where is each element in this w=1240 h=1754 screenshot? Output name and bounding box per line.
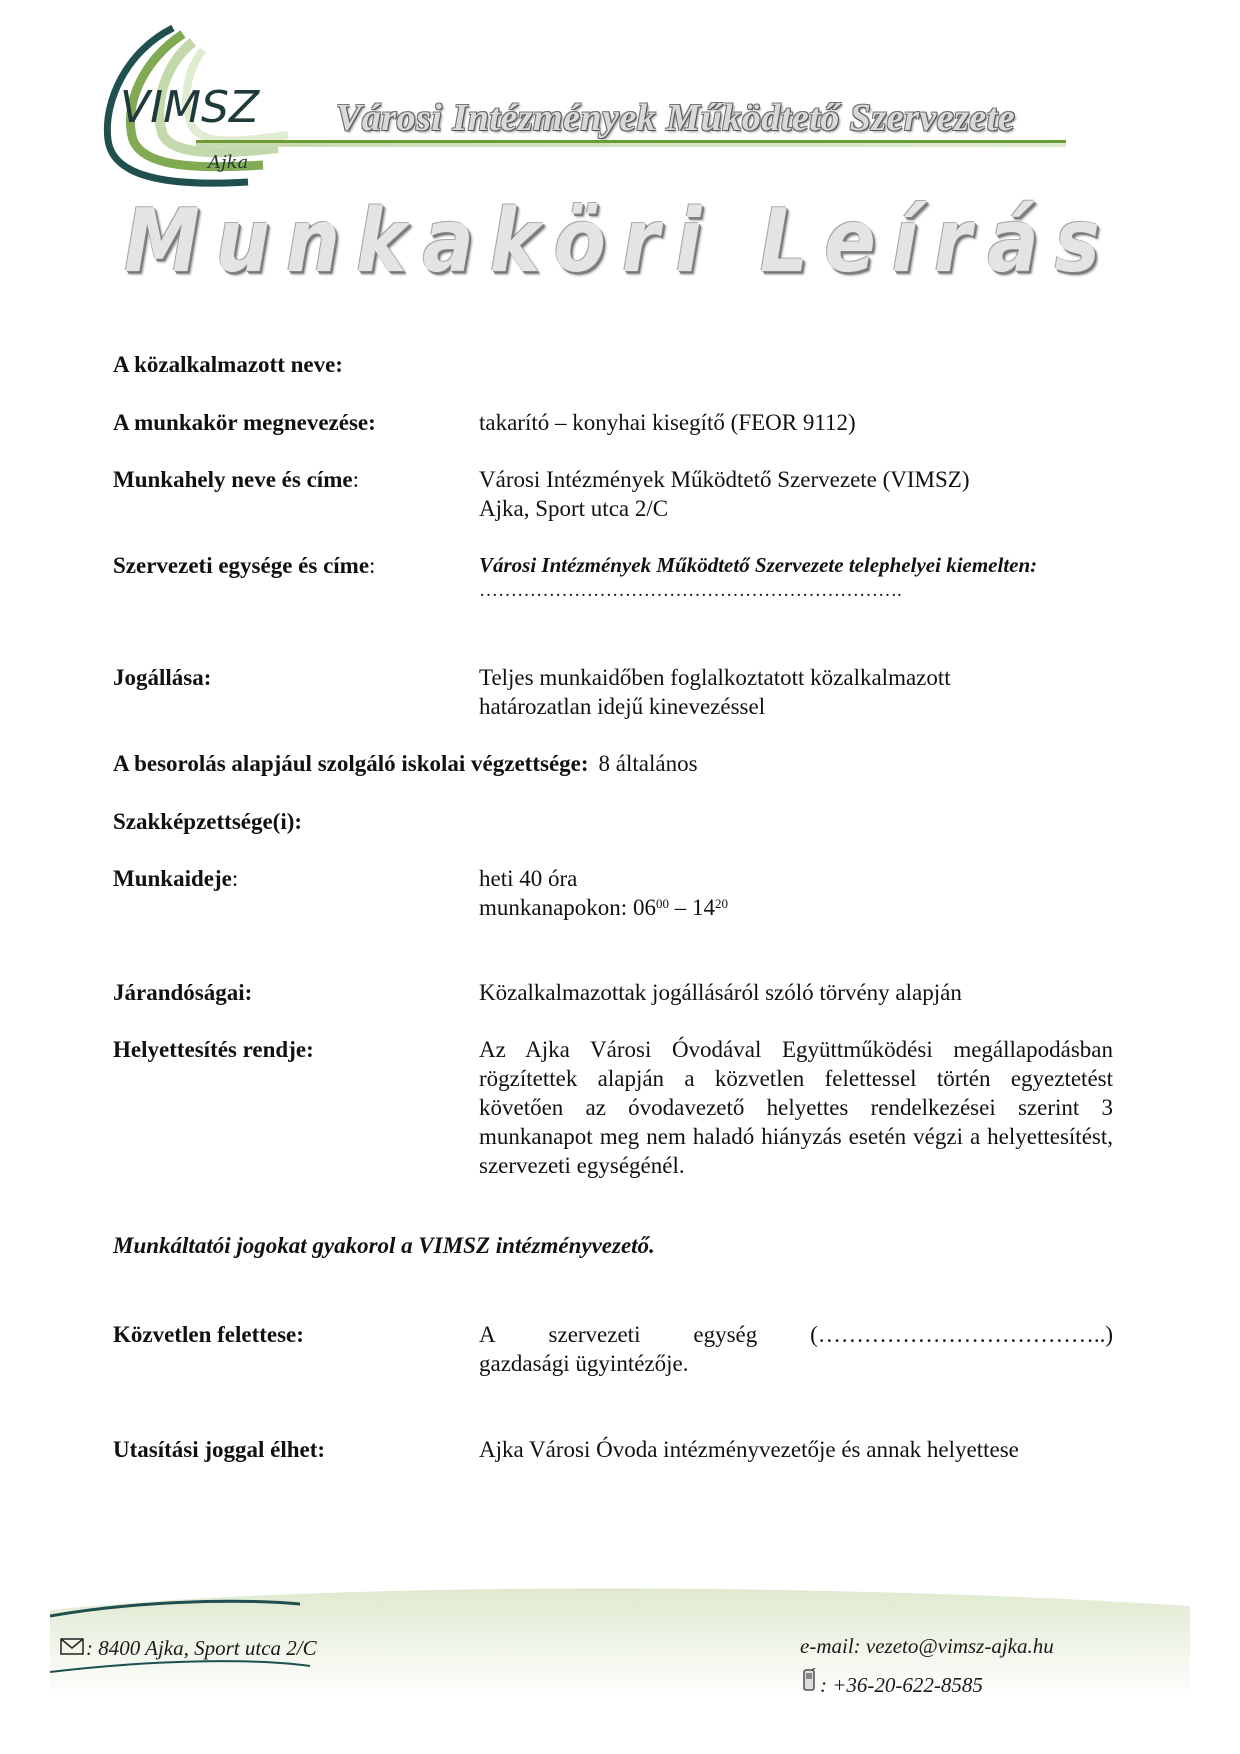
footer-email: e-mail: vezeto@vimsz-ajka.hu <box>800 1634 1054 1658</box>
field-label-colon: : <box>231 866 239 891</box>
field-label-bold: Munkahely neve és címe <box>113 467 353 492</box>
field-label: A közalkalmazott neve: <box>113 352 343 377</box>
field-value <box>479 551 1113 602</box>
supervisor-line1 <box>479 1320 1113 1349</box>
organization-title: Városi Intézmények Működtető Szervezete <box>336 97 1016 139</box>
field-label-bold: Munkaideje <box>113 866 232 891</box>
footer-address-text: : 8400 Ajka, Sport utca 2/C <box>86 1636 317 1660</box>
footer-phone <box>800 1668 983 1698</box>
supervisor-word: szervezeti <box>548 1322 641 1347</box>
field-label-colon: : <box>369 553 376 578</box>
field-label: Közvetlen felettese: <box>113 1322 304 1347</box>
field-value: Az Ajka Városi Óvodával Együttműködési megállapodásban rögzítettek alapján a közvetlen felettessel történ egyeztetést követően az óvodavezető helyettes rendelkezései szerint 3 munkanapot meg nem haladó hiányzás esetén végzi a helyettesítést, szervezeti egységénél. <box>479 1037 1113 1178</box>
field-value: takarító – konyhai kisegítő (FEOR 9112) <box>479 410 856 435</box>
field-value <box>479 864 1113 922</box>
footer-address <box>60 1636 317 1661</box>
field-value <box>479 663 1113 721</box>
field-value: Közalkalmazottak jogállásáról szóló törvény alapján <box>479 980 962 1005</box>
footer-phone-text: : +36-20-622-8585 <box>820 1673 983 1697</box>
field-value <box>479 465 1113 523</box>
hours-start: munkanapokon: 06 <box>479 895 656 920</box>
legal-status-line2: határozatlan idejű kinevezéssel <box>479 694 766 719</box>
header-rule-shadow <box>196 143 1066 147</box>
employer-rights-statement: Munkáltatói jogokat gyakorol a VIMSZ intézményvezető. <box>113 1233 655 1258</box>
unit-line1: Városi Intézmények Működtető Szervezete telephelyei kiemelten: <box>479 553 1038 577</box>
field-value <box>479 1320 1113 1378</box>
field-value: Ajka Városi Óvoda intézményvezetője és annak helyettese <box>479 1437 1019 1462</box>
education-value: 8 általános <box>598 751 698 776</box>
workplace-line1: Városi Intézmények Működtető Szervezete (VIMSZ) <box>479 467 970 492</box>
field-label: A munkakör megnevezése: <box>113 410 376 435</box>
phone-icon <box>800 1668 818 1692</box>
hours-end: – 14 <box>668 895 715 920</box>
logo-subtext: Ajka <box>208 152 249 173</box>
legal-status-line1: Teljes munkaidőben foglalkoztatott közalkalmazott <box>479 665 951 690</box>
education-label: A besorolás alapjául szolgáló iskolai végzettsége: <box>113 751 589 776</box>
field-label-colon: : <box>352 467 359 492</box>
envelope-icon <box>60 1638 84 1655</box>
vimsz-logo <box>98 20 298 190</box>
field-label <box>113 864 238 893</box>
field-label-bold: Szervezeti egysége és címe <box>113 553 370 578</box>
supervisor-placeholder: (………………………………..) <box>810 1322 1113 1347</box>
supervisor-line2: gazdasági ügyintézője. <box>479 1351 689 1376</box>
supervisor-word: A <box>479 1322 496 1347</box>
field-label <box>113 465 359 494</box>
hours-line1: heti 40 óra <box>479 866 578 891</box>
field-label: Szakképzettsége(i): <box>113 809 303 834</box>
field-label: Helyettesítés rendje: <box>113 1037 314 1062</box>
document-title: Munkaköri Leírás <box>124 189 1116 292</box>
supervisor-word: egység <box>693 1322 758 1347</box>
unit-line2: …………………………………………………………. <box>479 580 902 601</box>
field-label: Utasítási joggal élhet: <box>113 1437 326 1462</box>
field-label: Járandóságai: <box>113 980 253 1005</box>
hours-start-minutes: 00 <box>655 896 669 911</box>
field-label <box>113 551 375 580</box>
logo-text: VIMSZ <box>120 82 260 133</box>
field-label <box>113 749 698 778</box>
field-label: Jogállása: <box>113 665 212 690</box>
hours-line2 <box>479 893 1113 922</box>
hours-end-minutes: 20 <box>714 896 728 911</box>
workplace-line2: Ajka, Sport utca 2/C <box>479 496 669 521</box>
